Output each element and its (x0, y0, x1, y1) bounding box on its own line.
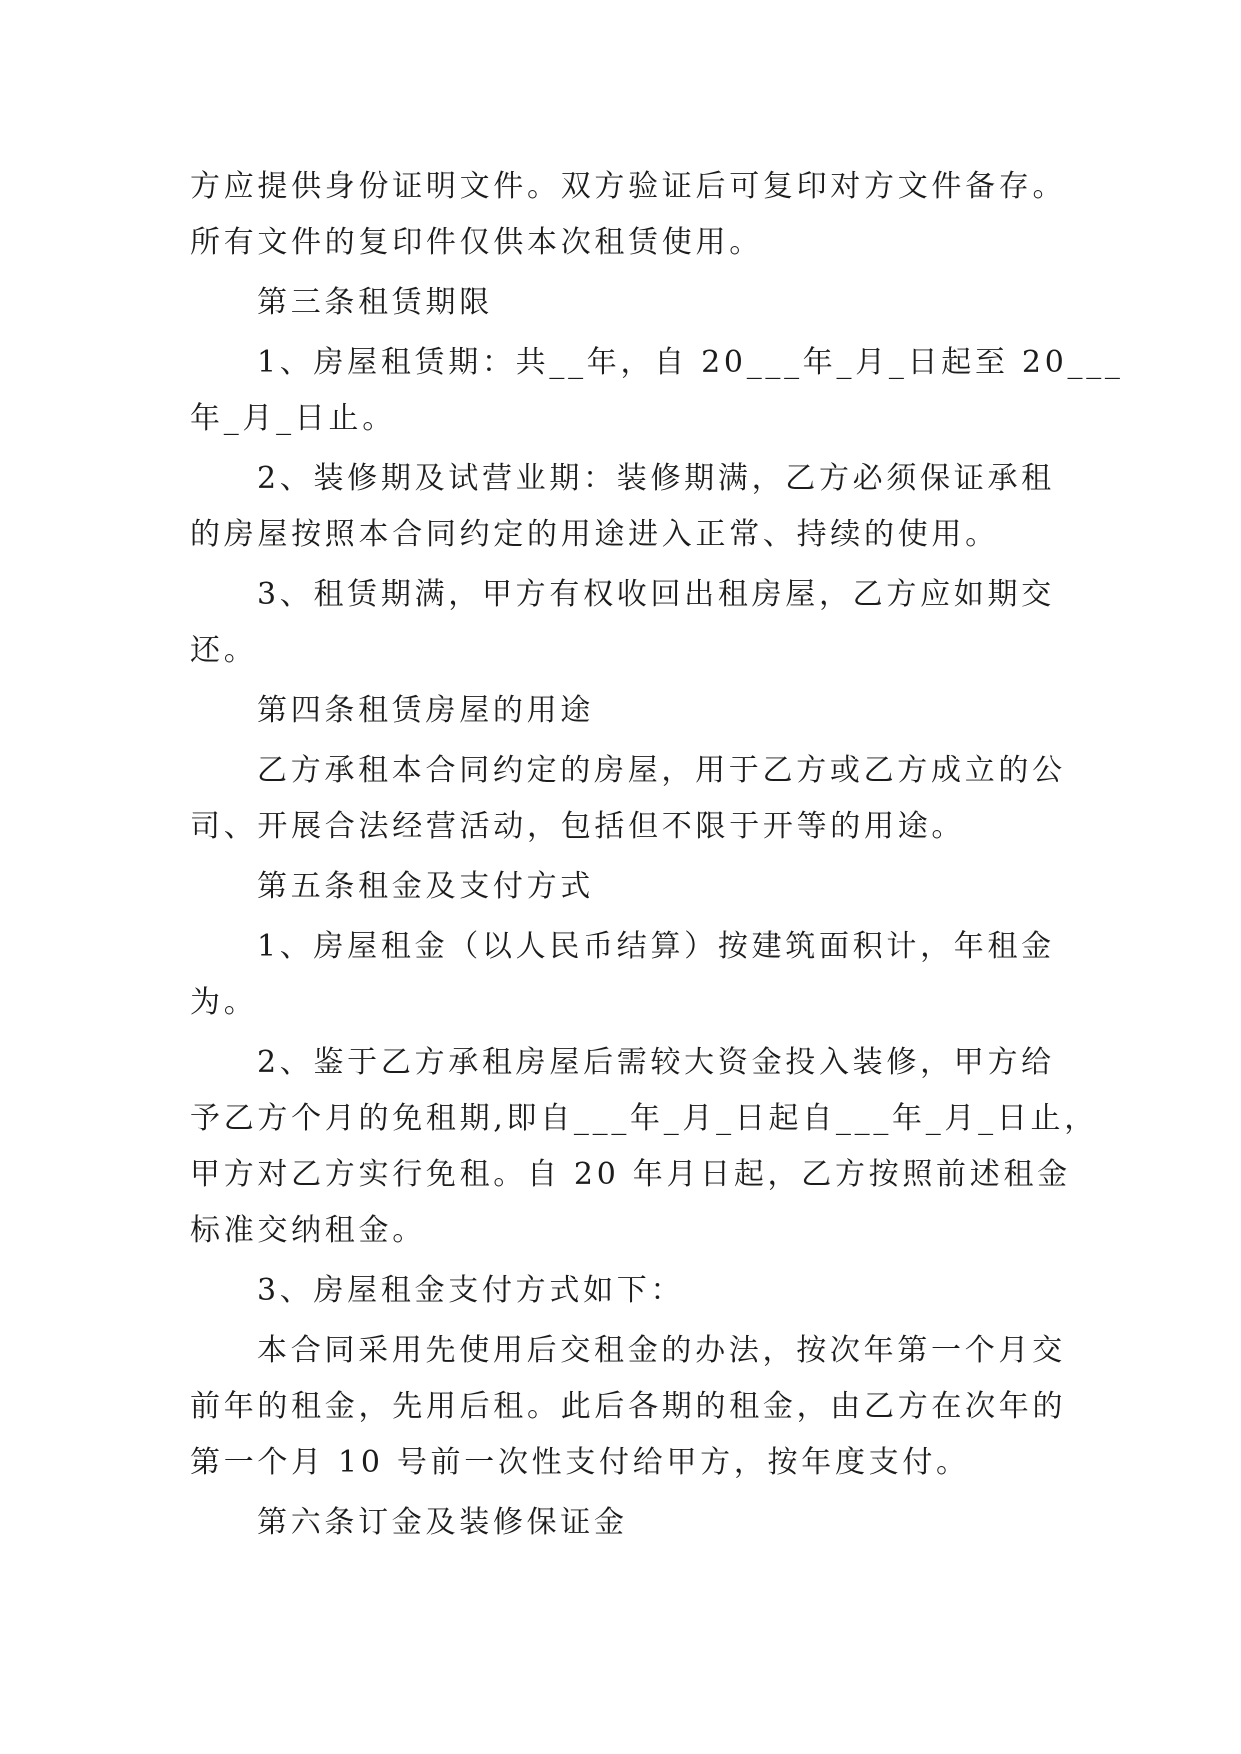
section-heading: 第四条租赁房屋的用途 (257, 693, 594, 728)
paragraph-line: 2、鉴于乙方承租房屋后需较大资金投入装修，甲方给 (257, 1045, 1055, 1080)
paragraph-line: 司、开展合法经营活动，包括但不限于开等的用途。 (190, 809, 966, 844)
paragraph-line: 2、装修期及试营业期：装修期满，乙方必须保证承租 (257, 461, 1055, 496)
paragraph-line: 标准交纳租金。 (190, 1213, 426, 1248)
paragraph-line: 本合同采用先使用后交租金的办法，按次年第一个月交 (257, 1333, 1066, 1368)
paragraph-line: 甲方对乙方实行免租。自 20 年月日起，乙方按照前述租金 (190, 1157, 1071, 1192)
paragraph-line: 还。 (190, 633, 258, 668)
paragraph-line: 所有文件的复印件仅供本次租赁使用。 (190, 225, 763, 260)
section-heading: 第三条租赁期限 (257, 285, 493, 320)
paragraph-line: 1、房屋租金（以人民币结算）按建筑面积计，年租金 (257, 929, 1055, 964)
paragraph-line: 3、租赁期满，甲方有权收回出租房屋，乙方应如期交 (257, 577, 1055, 612)
paragraph-line: 方应提供身份证明文件。双方验证后可复印对方文件备存。 (190, 169, 1067, 204)
paragraph-line: 年_月_日止。 (190, 401, 396, 436)
section-heading: 第五条租金及支付方式 (257, 869, 594, 904)
paragraph-line: 3、房屋租金支付方式如下： (257, 1273, 685, 1308)
paragraph-line: 乙方承租本合同约定的房屋，用于乙方或乙方成立的公 (257, 753, 1066, 788)
section-heading: 第六条订金及装修保证金 (257, 1505, 628, 1540)
paragraph-line: 前年的租金，先用后租。此后各期的租金，由乙方在次年的 (190, 1389, 1067, 1424)
document-body (190, 159, 1124, 1551)
paragraph-line: 1、房屋租赁期：共__年，自 20___年_月_日起至 20___ (257, 345, 1124, 380)
paragraph-line: 予乙方个月的免租期,即自___年_月_日起自___年_月_日止， (190, 1101, 1098, 1136)
paragraph-line: 的房屋按照本合同约定的用途进入正常、持续的使用。 (190, 517, 999, 552)
paragraph-line: 为。 (190, 985, 258, 1020)
paragraph-line: 第一个月 10 号前一次性支付给甲方，按年度支付。 (190, 1445, 970, 1480)
